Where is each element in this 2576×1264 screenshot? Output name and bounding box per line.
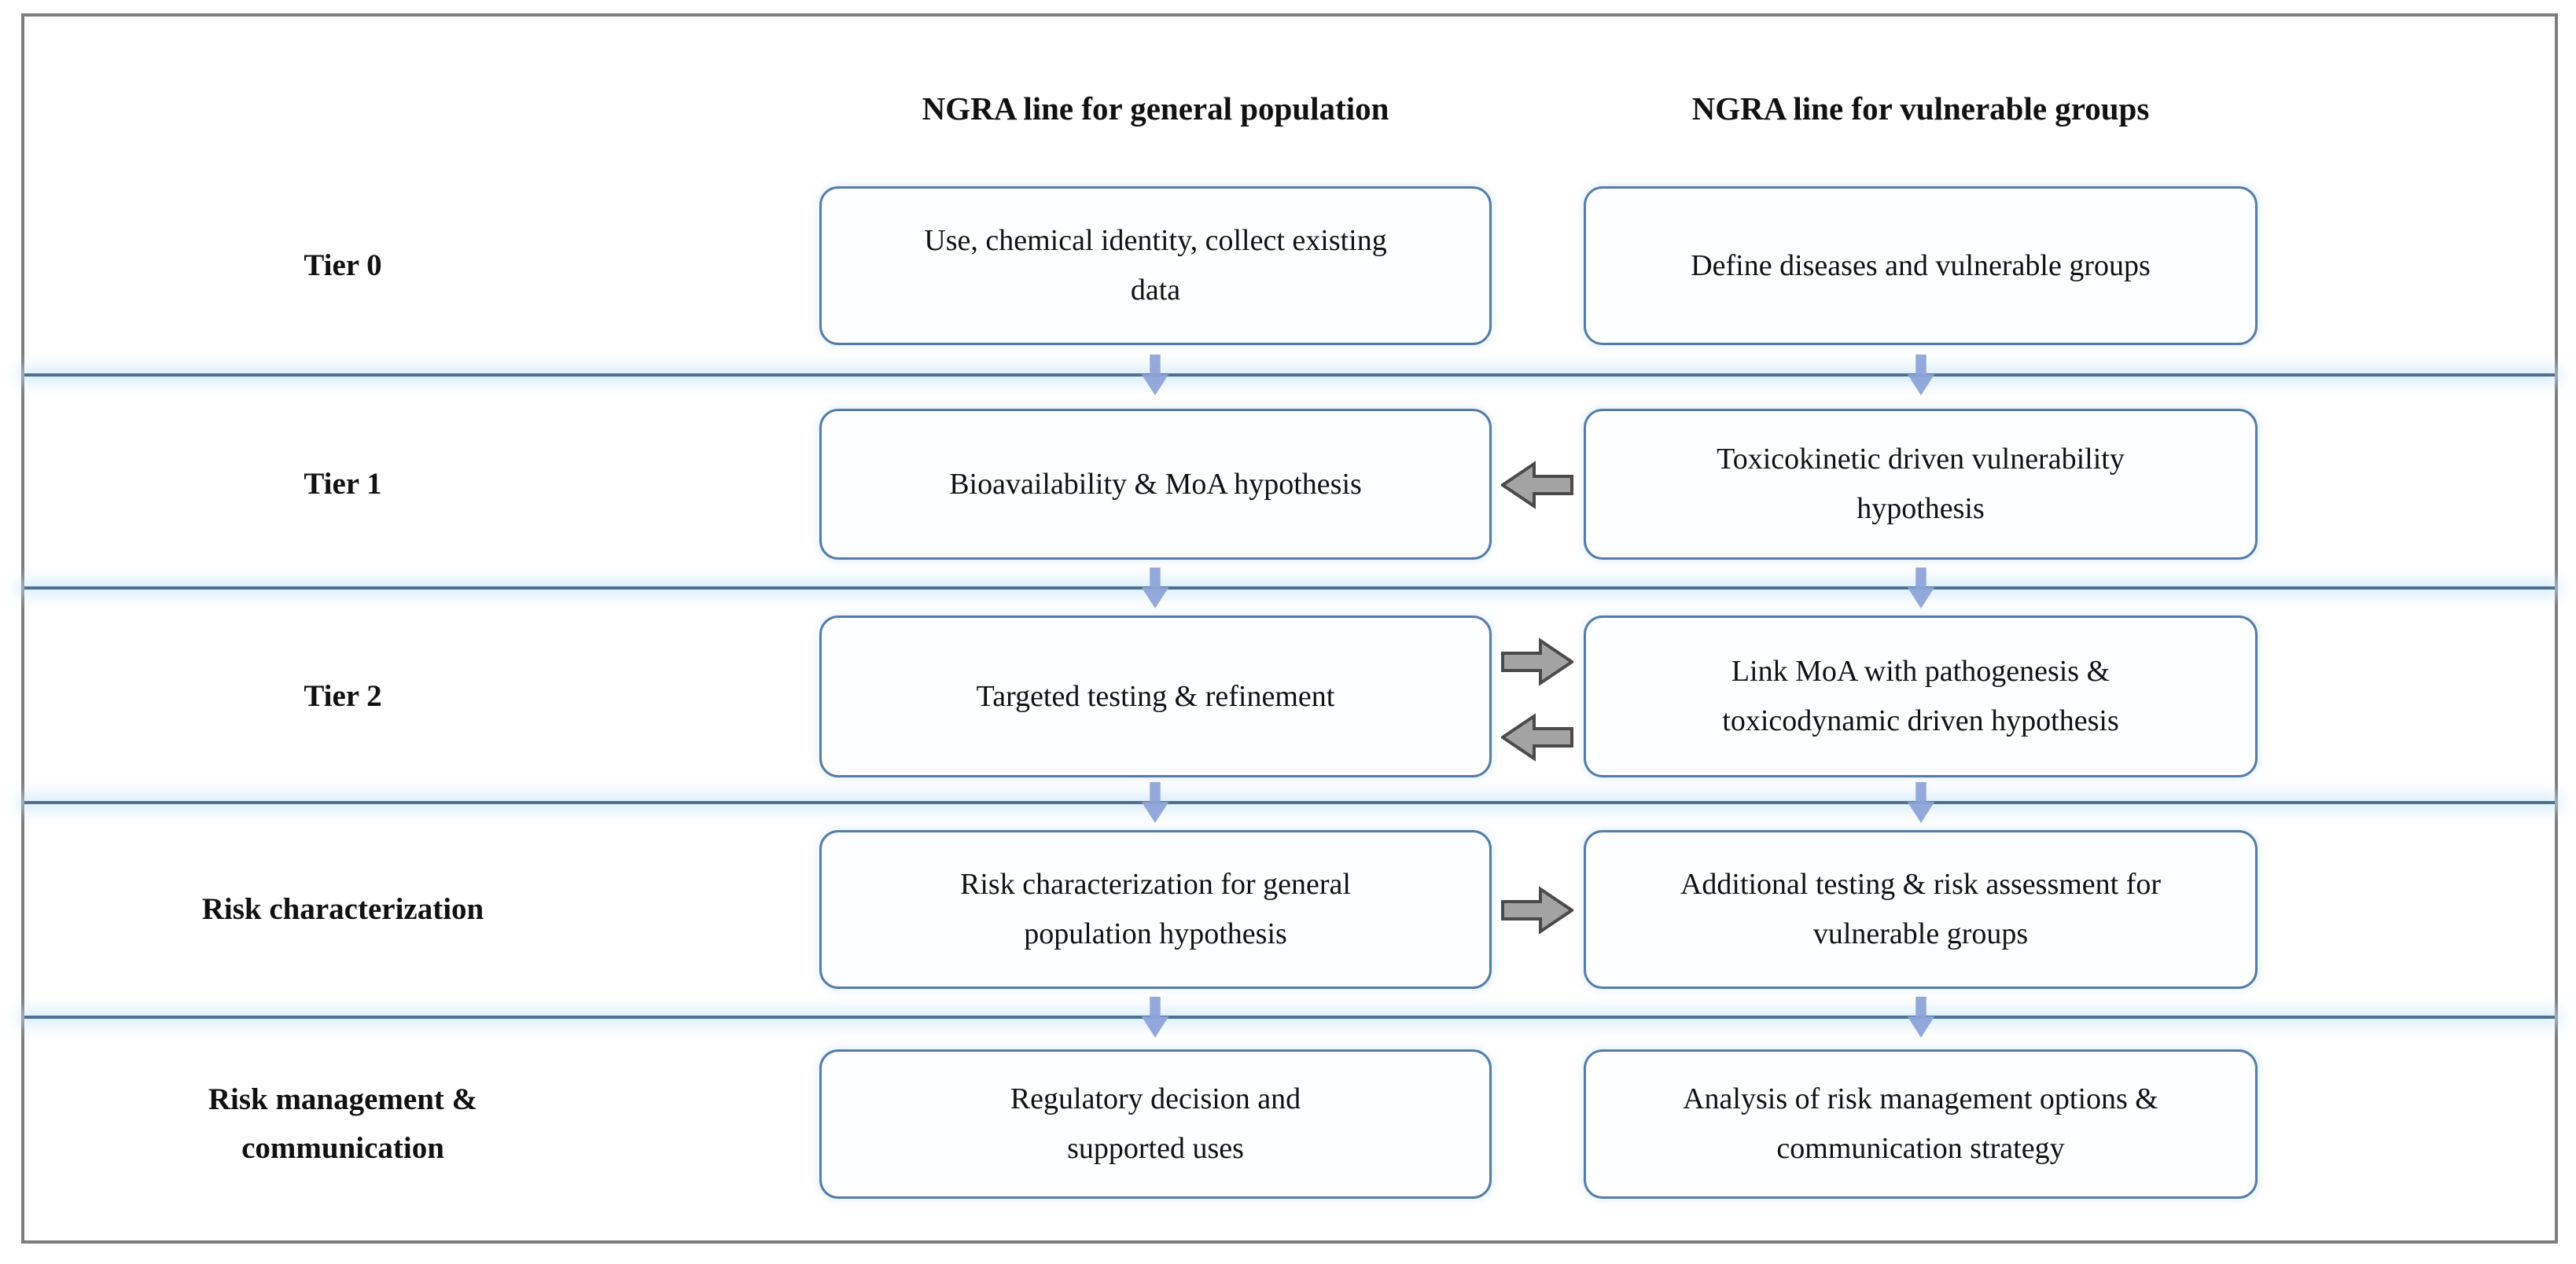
row-label-risk-management: Risk management & communication [208,1082,478,1165]
left-arrow-icon [1501,711,1573,763]
row-label-tier-0: Tier 0 [304,248,382,282]
down-arrow-icon [1141,782,1169,823]
row-label-risk-characterization: Risk characterization [201,891,484,926]
box-tier0-general: Use, chemical identity, collect existing data [819,186,1492,345]
down-arrow-icon [1907,782,1935,823]
column-header-general-text: NGRA line for general population [922,90,1389,127]
column-header-vulnerable-text: NGRA line for vulnerable groups [1691,90,2150,127]
tier-divider [24,801,2555,804]
tier-divider [24,1016,2555,1019]
down-arrow-icon [1141,568,1169,608]
box-tier1-general: Bioavailability & MoA hypothesis [819,409,1492,560]
box-riskchar-general: Risk characterization for general population hypothesis [819,830,1492,989]
box-tier1-vulnerable: Toxicokinetic driven vulnerability hypothesis [1584,409,2258,560]
column-header-vulnerable [1584,46,2258,172]
tier-divider [24,586,2555,590]
box-tier2-vulnerable: Link MoA with pathogenesis & toxicodynamic driven hypothesis [1584,615,2258,777]
row-label-tier-1: Tier 1 [304,466,382,501]
right-arrow-icon [1501,884,1573,936]
left-arrow-icon [1501,459,1573,511]
box-riskmgmt-general: Regulatory decision and supported uses [819,1049,1492,1199]
down-arrow-icon [1907,997,1935,1038]
down-arrow-icon [1141,997,1169,1038]
down-arrow-icon [1907,355,1935,395]
box-riskmgmt-vulnerable: Analysis of risk management options & communication strategy [1584,1049,2258,1199]
tier-divider [24,373,2555,377]
box-riskchar-vulnerable: Additional testing & risk assessment for vulnerable groups [1584,830,2258,989]
column-header-general [819,46,1492,172]
down-arrow-icon [1907,568,1935,608]
figure-frame [21,13,2558,1244]
box-tier0-vulnerable: Define diseases and vulnerable groups [1584,186,2258,345]
down-arrow-icon [1141,355,1169,395]
row-label-tier-2: Tier 2 [304,678,382,713]
right-arrow-icon [1501,636,1573,688]
box-tier2-general: Targeted testing & refinement [819,615,1492,777]
